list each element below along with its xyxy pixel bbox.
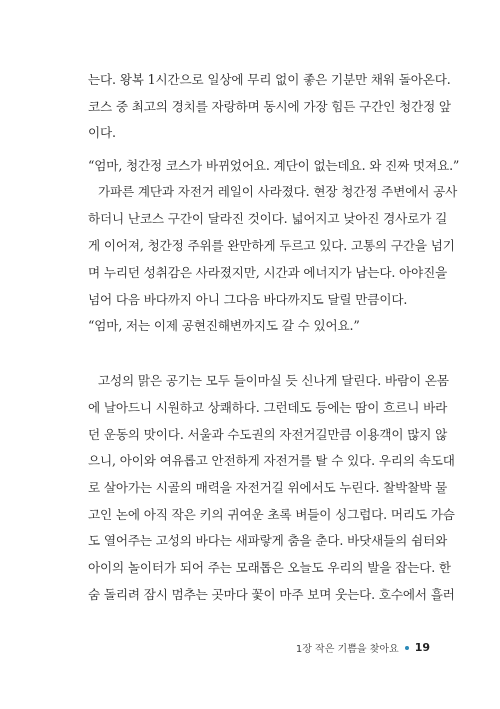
body-line: 숨 돌리려 잠시 멈추는 곳마다 꽃이 마주 보며 웃는다. 호수에서 흘러 (88, 587, 455, 602)
body-line: 으니, 아이와 여유롭고 안전하게 자전거를 탈 수 있다. 우리의 속도대 (88, 453, 455, 468)
body-line: 이다. (88, 125, 116, 140)
body-line: 도 열어주는 고성의 바다는 새파랗게 춤을 춘다. 바닷새들의 쉼터와 (88, 533, 448, 548)
bullet-dot-icon (405, 646, 409, 650)
body-line: 아이의 놀이터가 되어 주는 모래톱은 오늘도 우리의 발을 잡는다. 한 (88, 560, 451, 575)
body-line: 던 운동의 맛이다. 서울과 수도권의 자전거길만큼 이용객이 많지 않 (88, 427, 448, 442)
body-line: 하더니 난코스 구간이 달라진 것이다. 넓어지고 낮아진 경사로가 길 (88, 211, 448, 226)
body-line: “엄마, 저는 이제 공현진해변까지도 갈 수 있어요.” (88, 318, 360, 333)
body-line: 에 날아드니 시원하고 상쾌하다. 그런데도 등에는 땀이 흐르니 바라 (88, 400, 448, 415)
body-line: 게 이어져, 청간정 주위를 완만하게 두르고 있다. 고통의 구간을 넘기 (88, 238, 455, 253)
body-line: 넘어 다음 바다까지 아니 그다음 바다까지도 달릴 만큼이다. (88, 292, 408, 307)
body-line: “엄마, 청간정 코스가 바뀌었어요. 계단이 없는데요. 와 진짜 멋져요.” (88, 158, 460, 173)
page-footer (296, 640, 430, 655)
body-line: 가파른 계단과 자전거 레일이 사라졌다. 현장 청간정 주변에서 공사 (98, 184, 458, 199)
body-line: 는다. 왕복 1시간으로 일상에 무리 없이 좋은 기분만 채워 돌아온다. (88, 72, 451, 87)
body-line: 고성의 맑은 공기는 모두 들이마실 듯 신나게 달린다. 바람이 온몸 (98, 373, 449, 388)
page-number: 19 (414, 641, 430, 654)
chapter-title: 1장 작은 기쁨을 찾아요 (295, 644, 399, 655)
body-line: 고인 논에 아직 작은 키의 귀여운 초록 벼들이 싱그럽다. 머리도 가슴 (88, 507, 455, 522)
body-line: 며 누리던 성취감은 사라졌지만, 시간과 에너지가 남는다. 아야진을 (88, 265, 448, 280)
body-line: 코스 중 최고의 경치를 자랑하며 동시에 가장 힘든 구간인 청간정 앞 (88, 99, 451, 114)
body-line: 로 살아가는 시골의 매력을 자전거길 위에서도 누린다. 찰박찰박 물 (88, 480, 448, 495)
